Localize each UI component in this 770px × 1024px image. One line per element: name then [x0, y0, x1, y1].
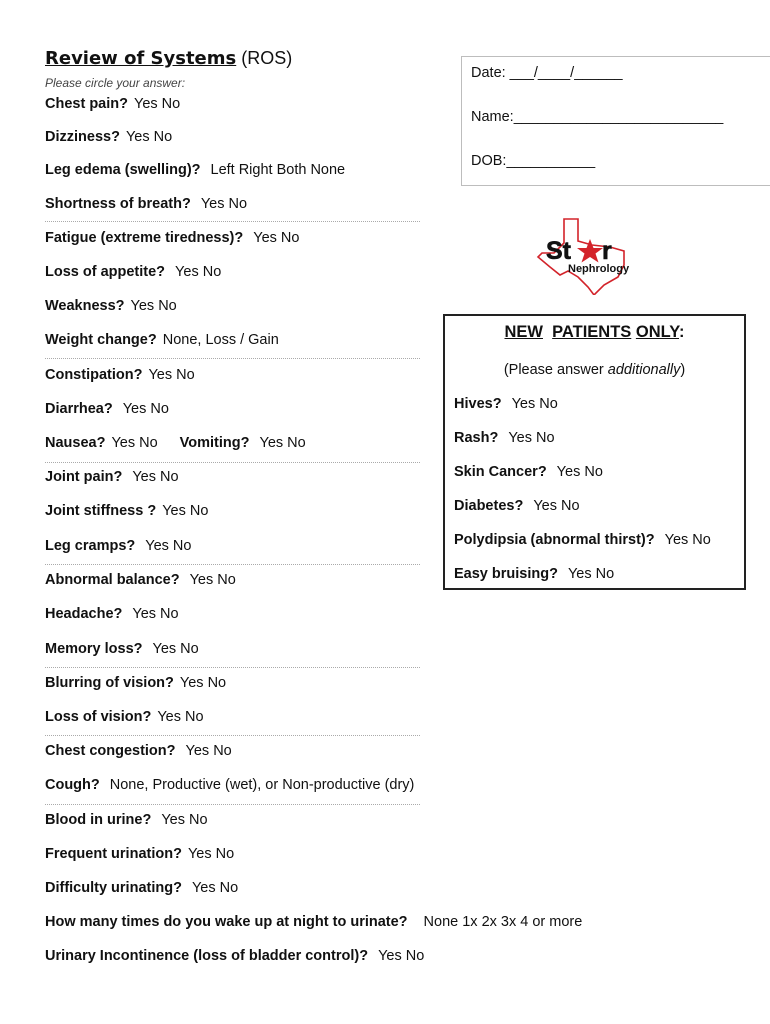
question-weight-change: [45, 332, 279, 348]
divider: [45, 564, 420, 565]
answer-options-vomiting[interactable]: Yes No: [259, 435, 306, 451]
question-label: Loss of appetite?: [45, 264, 166, 280]
question-joint-pain: [45, 469, 179, 485]
question-difficulty-urinating: [45, 880, 238, 896]
question-label: Diarrhea?: [45, 401, 113, 417]
answer-options[interactable]: Yes No: [185, 743, 232, 759]
answer-options[interactable]: Yes No: [132, 469, 179, 485]
question-label: Rash?: [454, 430, 499, 446]
question-urinary-incontinence: [45, 948, 424, 964]
question-dizziness: [45, 129, 172, 145]
question-label: Blurring of vision?: [45, 675, 174, 691]
divider: [45, 462, 420, 463]
answer-options[interactable]: Yes No: [191, 880, 239, 896]
answer-options[interactable]: Yes No: [567, 566, 615, 582]
svg-text:Nephrology: Nephrology: [568, 263, 630, 275]
star-nephrology-logo: [530, 215, 650, 295]
question-label: Joint stiffness ?: [45, 503, 157, 519]
new-question-easy-bruising: [454, 566, 614, 582]
question-label: Memory loss?: [45, 641, 143, 657]
answer-options[interactable]: Yes No: [111, 435, 158, 451]
answer-options[interactable]: Yes No: [179, 675, 227, 691]
answer-options[interactable]: Yes No: [187, 846, 235, 862]
question-diarrhea: [45, 401, 169, 417]
question-label: Hives?: [454, 396, 502, 412]
subtitle-emphasis: additionally: [607, 362, 681, 378]
question-label: Nausea?: [45, 435, 106, 451]
title-new: NEW: [504, 323, 543, 341]
new-question-polydipsia: [454, 532, 711, 548]
question-shortness-of-breath: [45, 196, 247, 212]
new-question-diabetes: [454, 498, 580, 514]
question-nausea-vomiting: [45, 435, 306, 451]
question-label-vomiting: Vomiting?: [179, 435, 250, 451]
question-label: Easy bruising?: [454, 566, 558, 582]
subtitle-close: ): [680, 362, 686, 378]
answer-options[interactable]: Yes No: [162, 503, 209, 519]
question-label: Difficulty urinating?: [45, 880, 182, 896]
question-label: Skin Cancer?: [454, 464, 547, 480]
answer-options[interactable]: Yes No: [175, 264, 222, 280]
question-chest-pain: [45, 96, 180, 112]
question-blood-in-urine: [45, 812, 208, 828]
instruction-text: Please circle your answer:: [45, 76, 186, 90]
question-label: Leg cramps?: [45, 538, 136, 554]
answer-options[interactable]: Yes No: [378, 948, 425, 964]
question-label: Headache?: [45, 606, 123, 622]
title-patients: PATIENTS: [552, 323, 632, 341]
answer-options[interactable]: Yes No: [157, 709, 204, 725]
answer-options[interactable]: Left Right Both None: [210, 162, 346, 178]
question-loss-of-vision: [45, 709, 204, 725]
answer-options[interactable]: Yes No: [161, 812, 208, 828]
answer-options[interactable]: Yes No: [125, 129, 173, 145]
question-label: Diabetes?: [454, 498, 524, 514]
answer-options[interactable]: Yes No: [533, 498, 580, 514]
date-field[interactable]: Date: ___/____/______: [471, 65, 623, 81]
name-field[interactable]: Name:__________________________: [471, 109, 724, 125]
question-blurring-of-vision: [45, 675, 226, 691]
answer-options[interactable]: Yes No: [152, 641, 199, 657]
question-label: Weakness?: [45, 298, 125, 314]
question-label: Chest congestion?: [45, 743, 176, 759]
question-label: Joint pain?: [45, 469, 123, 485]
question-label: Dizziness?: [45, 129, 120, 145]
title-only: ONLY: [635, 323, 679, 341]
new-question-skin-cancer: [454, 464, 603, 480]
question-fatigue: [45, 230, 299, 246]
svg-text:r: r: [602, 237, 612, 265]
question-headache: [45, 606, 179, 622]
question-cough: [45, 777, 414, 793]
new-patients-box: [443, 314, 746, 590]
question-memory-loss: [45, 641, 199, 657]
answer-options[interactable]: Yes No: [148, 367, 195, 383]
answer-options[interactable]: None, Productive (wet), or Non-productive (dry): [109, 777, 415, 793]
question-night-urination: [45, 914, 582, 930]
question-label: Chest pain?: [45, 96, 128, 112]
title-main: Review of Systems: [45, 48, 237, 69]
answer-options[interactable]: Yes No: [145, 538, 192, 554]
divider: [45, 735, 420, 736]
new-patients-subtitle: [443, 362, 746, 378]
question-constipation: [45, 367, 195, 383]
subtitle-part: (Please answer: [503, 362, 608, 378]
question-label: Urinary Incontinence (loss of bladder control)?: [45, 948, 369, 964]
question-label: Weight change?: [45, 332, 157, 348]
new-patients-title: [443, 323, 746, 342]
answer-options[interactable]: Yes No: [664, 532, 711, 548]
question-label: Leg edema (swelling)?: [45, 162, 201, 178]
divider: [45, 221, 420, 222]
answer-options[interactable]: Yes No: [130, 298, 177, 314]
title-suffix: (ROS): [241, 48, 293, 68]
question-label: Abnormal balance?: [45, 572, 180, 588]
question-label: Fatigue (extreme tiredness)?: [45, 230, 244, 246]
question-label: Cough?: [45, 777, 100, 793]
page-title: [45, 48, 292, 69]
question-label: Shortness of breath?: [45, 196, 191, 212]
question-leg-cramps: [45, 538, 191, 554]
answer-options[interactable]: Yes No: [133, 96, 181, 112]
new-question-hives: [454, 396, 558, 412]
dob-field[interactable]: DOB:___________: [471, 153, 596, 169]
answer-options[interactable]: Yes No: [253, 230, 300, 246]
question-label: Constipation?: [45, 367, 143, 383]
divider: [45, 667, 420, 668]
question-chest-congestion: [45, 743, 232, 759]
answer-options[interactable]: None, Loss / Gain: [162, 332, 279, 348]
answer-options[interactable]: Yes No: [200, 196, 248, 212]
texas-star-logo-icon: [530, 215, 650, 295]
question-leg-edema: [45, 162, 345, 178]
title-colon: :: [679, 323, 685, 341]
new-question-rash: [454, 430, 555, 446]
question-joint-stiffness: [45, 503, 208, 519]
answer-options[interactable]: Yes No: [556, 464, 603, 480]
svg-text:St: St: [546, 237, 571, 265]
answer-options[interactable]: Yes No: [511, 396, 558, 412]
question-label: Blood in urine?: [45, 812, 152, 828]
question-label: How many times do you wake up at night to urinate?: [45, 914, 408, 930]
question-label: Polydipsia (abnormal thirst)?: [454, 532, 655, 548]
question-abnormal-balance: [45, 572, 236, 588]
question-frequent-urination: [45, 846, 234, 862]
question-weakness: [45, 298, 177, 314]
answer-options[interactable]: Yes No: [132, 606, 179, 622]
question-label: Loss of vision?: [45, 709, 152, 725]
divider: [45, 358, 420, 359]
answer-options[interactable]: Yes No: [508, 430, 555, 446]
divider: [45, 804, 420, 805]
question-label: Frequent urination?: [45, 846, 182, 862]
answer-options[interactable]: Yes No: [122, 401, 169, 417]
question-loss-of-appetite: [45, 264, 221, 280]
answer-options[interactable]: None 1x 2x 3x 4 or more: [423, 914, 583, 930]
answer-options[interactable]: Yes No: [189, 572, 236, 588]
